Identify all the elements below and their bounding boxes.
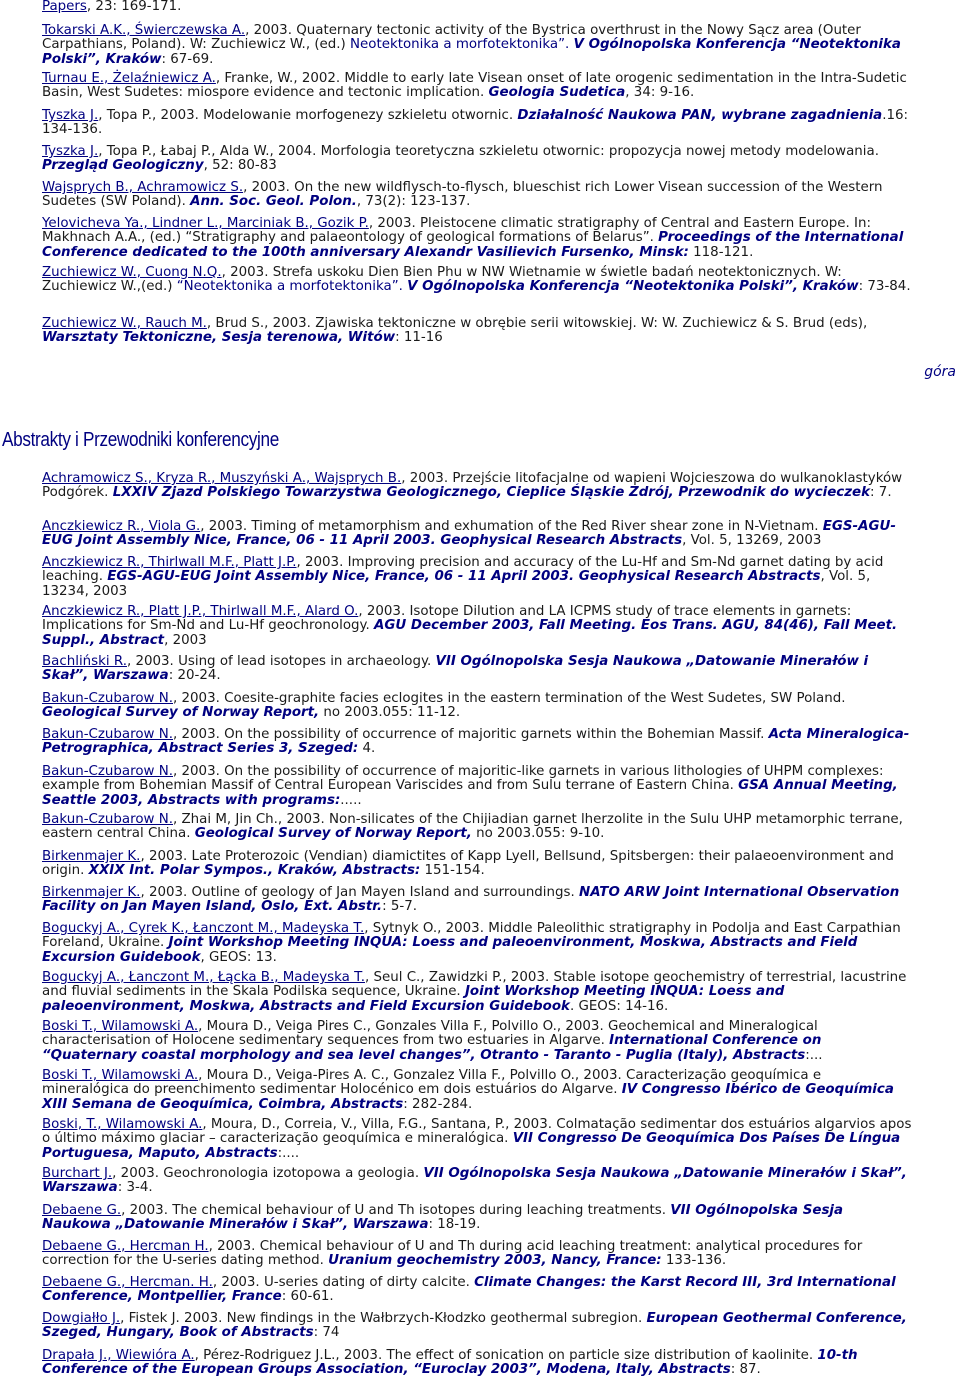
top-link[interactable]: góra <box>924 364 956 380</box>
author-link[interactable]: Tokarski A.K., Świerczewska A. <box>42 23 246 38</box>
reference-text: , Moura, D., Correia, V., Villa, F.G., Santana, P., 2003. Colmatação sedimentar dos estuários algarvios apos o último máximo glaciar – caracterização geoquímica e mineralógica. <box>42 1117 912 1147</box>
journal-name: IV Congresso Ibérico de Geoquímica XIII Semana de Geoquímica, Coimbra, Abstracts <box>42 1082 894 1112</box>
reference-entry <box>42 24 912 67</box>
reference-pages: : 73-84. <box>858 279 911 295</box>
reference-text: , 2003. Pleistocene climatic stratigraphy of Central and Eastern Europe. In: Makhnach A.A., (ed.) “Stratigraphy and palaeontology of geological formations of Belarus”. <box>42 216 871 246</box>
journal-name: Przegląd Geologiczny <box>42 158 204 174</box>
author-link[interactable]: Birkenmajer K. <box>42 849 141 864</box>
reference-pages: 151-154. <box>420 863 485 879</box>
author-link[interactable]: Drapała J., Wiewióra A. <box>42 1348 195 1363</box>
reference-pages: :... <box>805 1047 823 1063</box>
reference-entry <box>42 317 912 346</box>
author-link[interactable]: Papers <box>42 0 87 14</box>
reference-text: , 2003. Using of lead isotopes in archaeology. <box>126 654 436 669</box>
reference-pages: , 2003 <box>164 632 207 648</box>
reference-pages: . GEOS: 14-16. <box>569 998 669 1014</box>
journal-name: VII Ogólnopolska Sesja Naukowa „Datowanie Minerałów i Skał”, Warszawa <box>42 1166 907 1196</box>
author-link[interactable]: Wajsprych B., Achramowicz S. <box>42 180 244 195</box>
author-link[interactable]: Burchart J. <box>42 1166 113 1181</box>
journal-name: Climate Changes: the Karst Record III, 3rd International Conference, Montpellier, France <box>42 1275 896 1305</box>
author-link[interactable]: Dowgiałło J. <box>42 1311 121 1326</box>
author-link[interactable]: Debaene G. <box>42 1203 122 1218</box>
journal-name: VII Ogólnopolska Sesja Naukowa „Datowanie Minerałów i Skał”, Warszawa <box>42 654 869 684</box>
author-link[interactable]: Boguckyj A., Cyrek K., Łanczont M., Madeyska T. <box>42 921 365 936</box>
reference-pages: : 67-69. <box>161 51 214 67</box>
journal-name: Warsztaty Tektoniczne, Sesja terenowa, Witów <box>42 330 396 346</box>
reference-entry <box>42 266 912 295</box>
journal-name: 10-th Conference of the European Groups Association, “Euroclay 2003”, Modena, Italy, Abstracts <box>42 1348 858 1378</box>
reference-text: , Topa P., 2003. Modelowanie morfogenezy szkieletu otwornic. <box>98 108 518 123</box>
reference-entry <box>42 922 912 965</box>
author-link[interactable]: Boguckyj A., Łanczont M., Łącka B., Madeyska T. <box>42 970 365 985</box>
reference-pages: : 7. <box>870 485 892 501</box>
reference-entry <box>42 217 912 260</box>
journal-name: LXXIV Zjazd Polskiego Towarzystwa Geologicznego, Cieplice Śląskie Zdrój, Przewodnik do wycieczek <box>112 485 871 501</box>
reference-entry <box>42 556 912 599</box>
reference-entry <box>42 1276 912 1305</box>
journal-name: Geologia Sudetica <box>488 85 626 101</box>
reference-pages: , Vol. 5, 13269, 2003 <box>682 533 822 549</box>
reference-pages: 4. <box>358 741 376 757</box>
reference-pages: : 20-24. <box>168 668 221 684</box>
reference-entry <box>42 1349 912 1378</box>
reference-pages: no 2003.055: 9-10. <box>471 826 605 842</box>
reference-text: , 2003. Chemical behaviour of U and Th during acid leaching treatment: analytical procedures for correction for the U-series dating method. <box>42 1239 863 1269</box>
reference-entry <box>42 472 912 501</box>
reference-pages: 118-121. <box>688 244 754 260</box>
reference-text: , 2003. Przejście litofacjalne od wapieni Wojcieszowa do wulkanoklastyków Podgórek. <box>42 471 903 501</box>
journal-name: Uranium geochemistry 2003, Nancy, France: <box>328 1253 662 1269</box>
reference-pages: , Vol. 5, 13234, 2003 <box>42 569 871 599</box>
reference-text: , 2003. Geochronologia izotopowa a geologia. <box>112 1166 424 1181</box>
reference-entry <box>42 72 912 101</box>
reference-text: , 2003. The chemical behaviour of U and Th isotopes during leaching treatments. <box>121 1203 671 1218</box>
reference-pages: , 34: 9-16. <box>625 85 695 101</box>
reference-entry <box>42 655 912 684</box>
author-link[interactable]: Tyszka J. <box>42 144 99 159</box>
author-link[interactable]: Anczkiewicz R., Platt J.P., Thirlwall M.F., Alard O. <box>42 604 359 619</box>
journal-name: Acta Mineralogica-Petrographica, Abstract Series 3, Szeged: <box>42 727 910 757</box>
reference-pages: , GEOS: 13. <box>200 949 277 965</box>
reference-text: , Topa P., Łabaj P., Alda W., 2004. Morfologia teoretyczna szkieletu otwornic: propozycja nowej metody modelowania. <box>98 144 879 159</box>
reference-pages: 133-136. <box>661 1253 727 1269</box>
journal-name: International Conference on “Quaternary coastal morphology and sea level changes”, Otranto - Taranto - Puglia (Italy), Abstracts <box>42 1033 822 1063</box>
author-link[interactable]: Yelovicheva Ya., Lindner L., Marciniak B., Gozik P. <box>42 216 369 231</box>
journal-name: AGU December 2003, Fall Meeting. Eos Trans. AGU, 84(46), Fall Meet. Suppl., Abstract <box>42 618 898 648</box>
journal-name: Joint Workshop Meeting INQUA: Loess and paleoenvironment, Moskwa, Abstracts and Field Excursion Guidebook <box>42 984 785 1014</box>
journal-name: VII Congresso De Geoquímica Dos Países De Língua Portuguesa, Maputo, Abstracts <box>42 1131 901 1161</box>
author-link[interactable]: Zuchiewicz W., Cuong N.Q. <box>42 265 222 280</box>
author-link[interactable]: Anczkiewicz R., Thirlwall M.F., Platt J.P. <box>42 555 297 570</box>
author-link[interactable]: Bakun-Czubarow N. <box>42 691 173 706</box>
reference-pages: ..... <box>340 792 362 808</box>
reference-text: , Moura D., Veiga Pires C., Gonzales Villa F., Polvillo O., 2003. Geochemical and Mineralogical characterisation of Holocene sedimentary sequences from two estuaries in Algarve. <box>42 1019 818 1049</box>
reference-text: , Brud S., 2003. Zjawiska tektoniczne w obrębie serii witowskiej. W: W. Zuchiewicz & S. Brud (eds), <box>206 316 868 331</box>
author-link[interactable]: Achramowicz S., Kryza R., Muszyński A., Wajsprych B. <box>42 471 402 486</box>
journal-name: Ann. Soc. Geol. Polon. <box>190 194 357 210</box>
reference-pages: : 11-16 <box>395 330 443 346</box>
reference-pages: : 3-4. <box>117 1180 153 1196</box>
journal-name: EGS-AGU-EUG Joint Assembly Nice, France, 06 - 11 April 2003. Geophysical Research Abstracts <box>107 569 821 585</box>
reference-text: , Franke, W., 2002. Middle to early late Visean onset of late orogenic sedimentation in the Intra-Sudetic Basin, West Sudetes: miospore evidence and tectonic implication. <box>42 71 907 101</box>
author-link[interactable]: Turnau E., Żelaźniewicz A. <box>42 71 216 86</box>
reference-entry <box>42 728 912 757</box>
reference-pages: : 74 <box>313 1325 340 1341</box>
reference-entry <box>42 692 912 721</box>
author-link[interactable]: Boski T., Wilamowski A. <box>42 1068 199 1083</box>
author-link[interactable]: Bakun-Czubarow N. <box>42 812 173 827</box>
reference-pages: :.... <box>277 1145 300 1161</box>
reference-text: , 2003. Timing of metamorphism and exhumation of the Red River shear zone in N-Vietnam. <box>200 519 823 534</box>
journal-name: XXIX Int. Polar Sympos., Kraków, Abstracts: <box>88 863 421 879</box>
author-link[interactable]: Debaene G., Hercman H. <box>42 1239 209 1254</box>
author-link[interactable]: Zuchiewicz W., Rauch M. <box>42 316 207 331</box>
journal-name: Proceedings of the International Conference dedicated to the 100th anniversary Alexandr Vasilievich Fursenko, Minsk: <box>42 230 904 260</box>
reference-pages: , 73(2): 123-137. <box>356 194 471 210</box>
author-link[interactable]: Tyszka J. <box>42 108 99 123</box>
reference-entry <box>42 1312 912 1341</box>
reference-text: , Pérez-Rodriguez J.L., 2003. The effect of sonication on particle size distribution of kaolinite. <box>194 1348 818 1363</box>
reference-entry <box>42 1020 912 1063</box>
reference-entry <box>42 109 912 138</box>
reference-text: , Zhai M, Jin Ch., 2003. Non-silicates of the Chijiadian garnet lherzolite in the Sulu UHP metamorphic terrane, eastern central China. <box>42 812 903 842</box>
journal-name: European Geothermal Conference, Szeged, Hungary, Book of Abstracts <box>42 1311 907 1341</box>
reference-entry <box>42 1167 912 1196</box>
reference-text: , 2003. Improving precision and accuracy of the Lu-Hf and Sm-Nd garnet dating by acid leaching. <box>42 555 884 585</box>
author-link[interactable]: Anczkiewicz R., Viola G. <box>42 519 201 534</box>
reference-text: , 2003. Late Proterozoic (Vendian) diamictites of Kapp Lyell, Bellsund, Spitsbergen: their palaeoenvironment and origin. <box>42 849 894 879</box>
reference-entry <box>42 145 912 174</box>
journal-name: Geological Survey of Norway Report, <box>42 705 320 721</box>
journal-name: VII Ogólnopolska Sesja Naukowa „Datowanie Minerałów i Skał”, Warszawa <box>42 1203 844 1233</box>
reference-entry <box>42 813 912 842</box>
reference-title: Neotektonika a morfotektonika”. <box>350 37 574 53</box>
journal-name: Geological Survey of Norway Report, <box>194 826 472 842</box>
reference-text: , 2003. Strefa uskoku Dien Bien Phu w NW Wietnamie w świetle badań neotektonicznych. W: Zuchiewicz W.,(ed.) <box>42 265 842 295</box>
author-link[interactable]: Boski T., Wilamowski A. <box>42 1019 199 1034</box>
author-link[interactable]: Bakun-Czubarow N. <box>42 764 173 779</box>
reference-pages: no 2003.055: 11-12. <box>319 705 461 721</box>
reference-entry <box>42 765 912 808</box>
reference-entry <box>42 1240 912 1269</box>
author-link[interactable]: Bachliński R. <box>42 654 127 669</box>
journal-name: Joint Workshop Meeting INQUA: Loess and paleoenvironment, Moskwa, Abstracts and Field Excursion Guidebook <box>42 935 858 965</box>
reference-entry <box>42 181 912 210</box>
author-link[interactable]: Debaene G., Hercman. H. <box>42 1275 213 1290</box>
author-link[interactable]: Boski, T., Wilamowski A. <box>42 1117 203 1132</box>
reference-text: , 2003. On the possibility of occurrence of majoritic-like garnets in various lithologies of UHPM complexes: example from Bohemian Massif of Central European Variscides and from Sulu terrane of Eastern China. <box>42 764 884 794</box>
reference-text: , 2003. Coesite-graphite facies eclogites in the eastern termination of the West Sudetes, SW Poland. <box>173 691 846 706</box>
reference-entry <box>42 1204 912 1233</box>
journal-name: EGS-AGU-EUG Joint Assembly Nice, France, 06 - 11 April 2003. Geophysical Research Abstracts <box>42 519 896 549</box>
reference-entry <box>42 0 912 14</box>
reference-pages: : 5-7. <box>382 899 417 915</box>
reference-text: , Sytnyk O., 2003. Middle Paleolithic stratigraphy in Podolja and East Carpathian Foreland, Ukraine. <box>42 921 901 951</box>
reference-text: , 2003. On the new wildflysch-to-flysch, blueschist rich Lower Visean succession of the Western Sudetes (SW Poland). <box>42 180 883 210</box>
author-link[interactable]: Birkenmajer K. <box>42 885 141 900</box>
journal-name: NATO ARW Joint International Observation Facility on Jan Mayen Island, Oslo, Ext. Abstr. <box>42 885 900 915</box>
reference-pages: , 52: 80-83 <box>203 158 277 174</box>
reference-text: , 2003. Isotope Dilution and LA ICPMS study of trace elements in garnets: Implications for Sm-Nd and Lu-Hf geochronology. <box>42 604 852 634</box>
reference-text: , 2003. U-series dating of dirty calcite. <box>212 1275 475 1290</box>
reference-pages: .16: 134-136. <box>42 108 909 138</box>
reference-pages: : 87. <box>730 1362 761 1378</box>
reference-text: , 23: 169-171. <box>86 0 182 14</box>
reference-text: , 2003. On the possibility of occurrence of majoritic garnets within the Bohemian Massif. <box>173 727 769 742</box>
reference-text: , 2003. Outline of geology of Jan Mayen Island and surroundings. <box>140 885 580 900</box>
reference-text: , Fistek J. 2003. New findings in the Wałbrzych-Kłodzko geothermal subregion. <box>120 1311 647 1326</box>
journal-name: V Ogólnopolska Konferencja “Neotektonika Polski”, Kraków <box>407 279 859 295</box>
reference-title: “Neotektonika a morfotektonika”. <box>176 279 408 295</box>
reference-text: , Seul C., Zawidzki P., 2003. Stable isotope geochemistry of terrestrial, lacustrine and fluvial sediments in the Skala Podilska sequence, Ukraine. <box>42 970 907 1000</box>
reference-pages: : 18-19. <box>428 1217 481 1233</box>
section-heading: Abstrakty i Przewodniki konferencyjne <box>2 429 279 451</box>
journal-name: GSA Annual Meeting, Seattle 2003, Abstracts with programs: <box>42 778 898 808</box>
reference-entry <box>42 605 912 648</box>
reference-pages: : 282-284. <box>403 1096 473 1112</box>
reference-text: , 2003. Quaternary tectonic activity of the Bystrica overthrust in the Nowy Sącz area (Outer Carpathians, Poland). W: Zuchiewicz W., (ed.) <box>42 23 861 53</box>
journal-name: V Ogólnopolska Konferencja “Neotektonika Polski”, Kraków <box>42 37 901 67</box>
journal-name: Działalność Naukowa PAN, wybrane zagadnienia <box>517 108 883 123</box>
reference-entry <box>42 1118 912 1161</box>
reference-pages: : 60-61. <box>281 1289 334 1305</box>
reference-entry <box>42 1069 912 1112</box>
reference-entry <box>42 886 912 915</box>
reference-entry <box>42 971 912 1014</box>
reference-text: , Moura D., Veiga-Pires A. C., Gonzalez Villa F., Polvillo O., 2003. Caracterização geoquímica e mineralógica do preenchimento sedimentar Holocénico em dois estuários do Algarve. <box>42 1068 822 1098</box>
reference-entry <box>42 850 912 879</box>
reference-entry <box>42 520 912 549</box>
author-link[interactable]: Bakun-Czubarow N. <box>42 727 173 742</box>
